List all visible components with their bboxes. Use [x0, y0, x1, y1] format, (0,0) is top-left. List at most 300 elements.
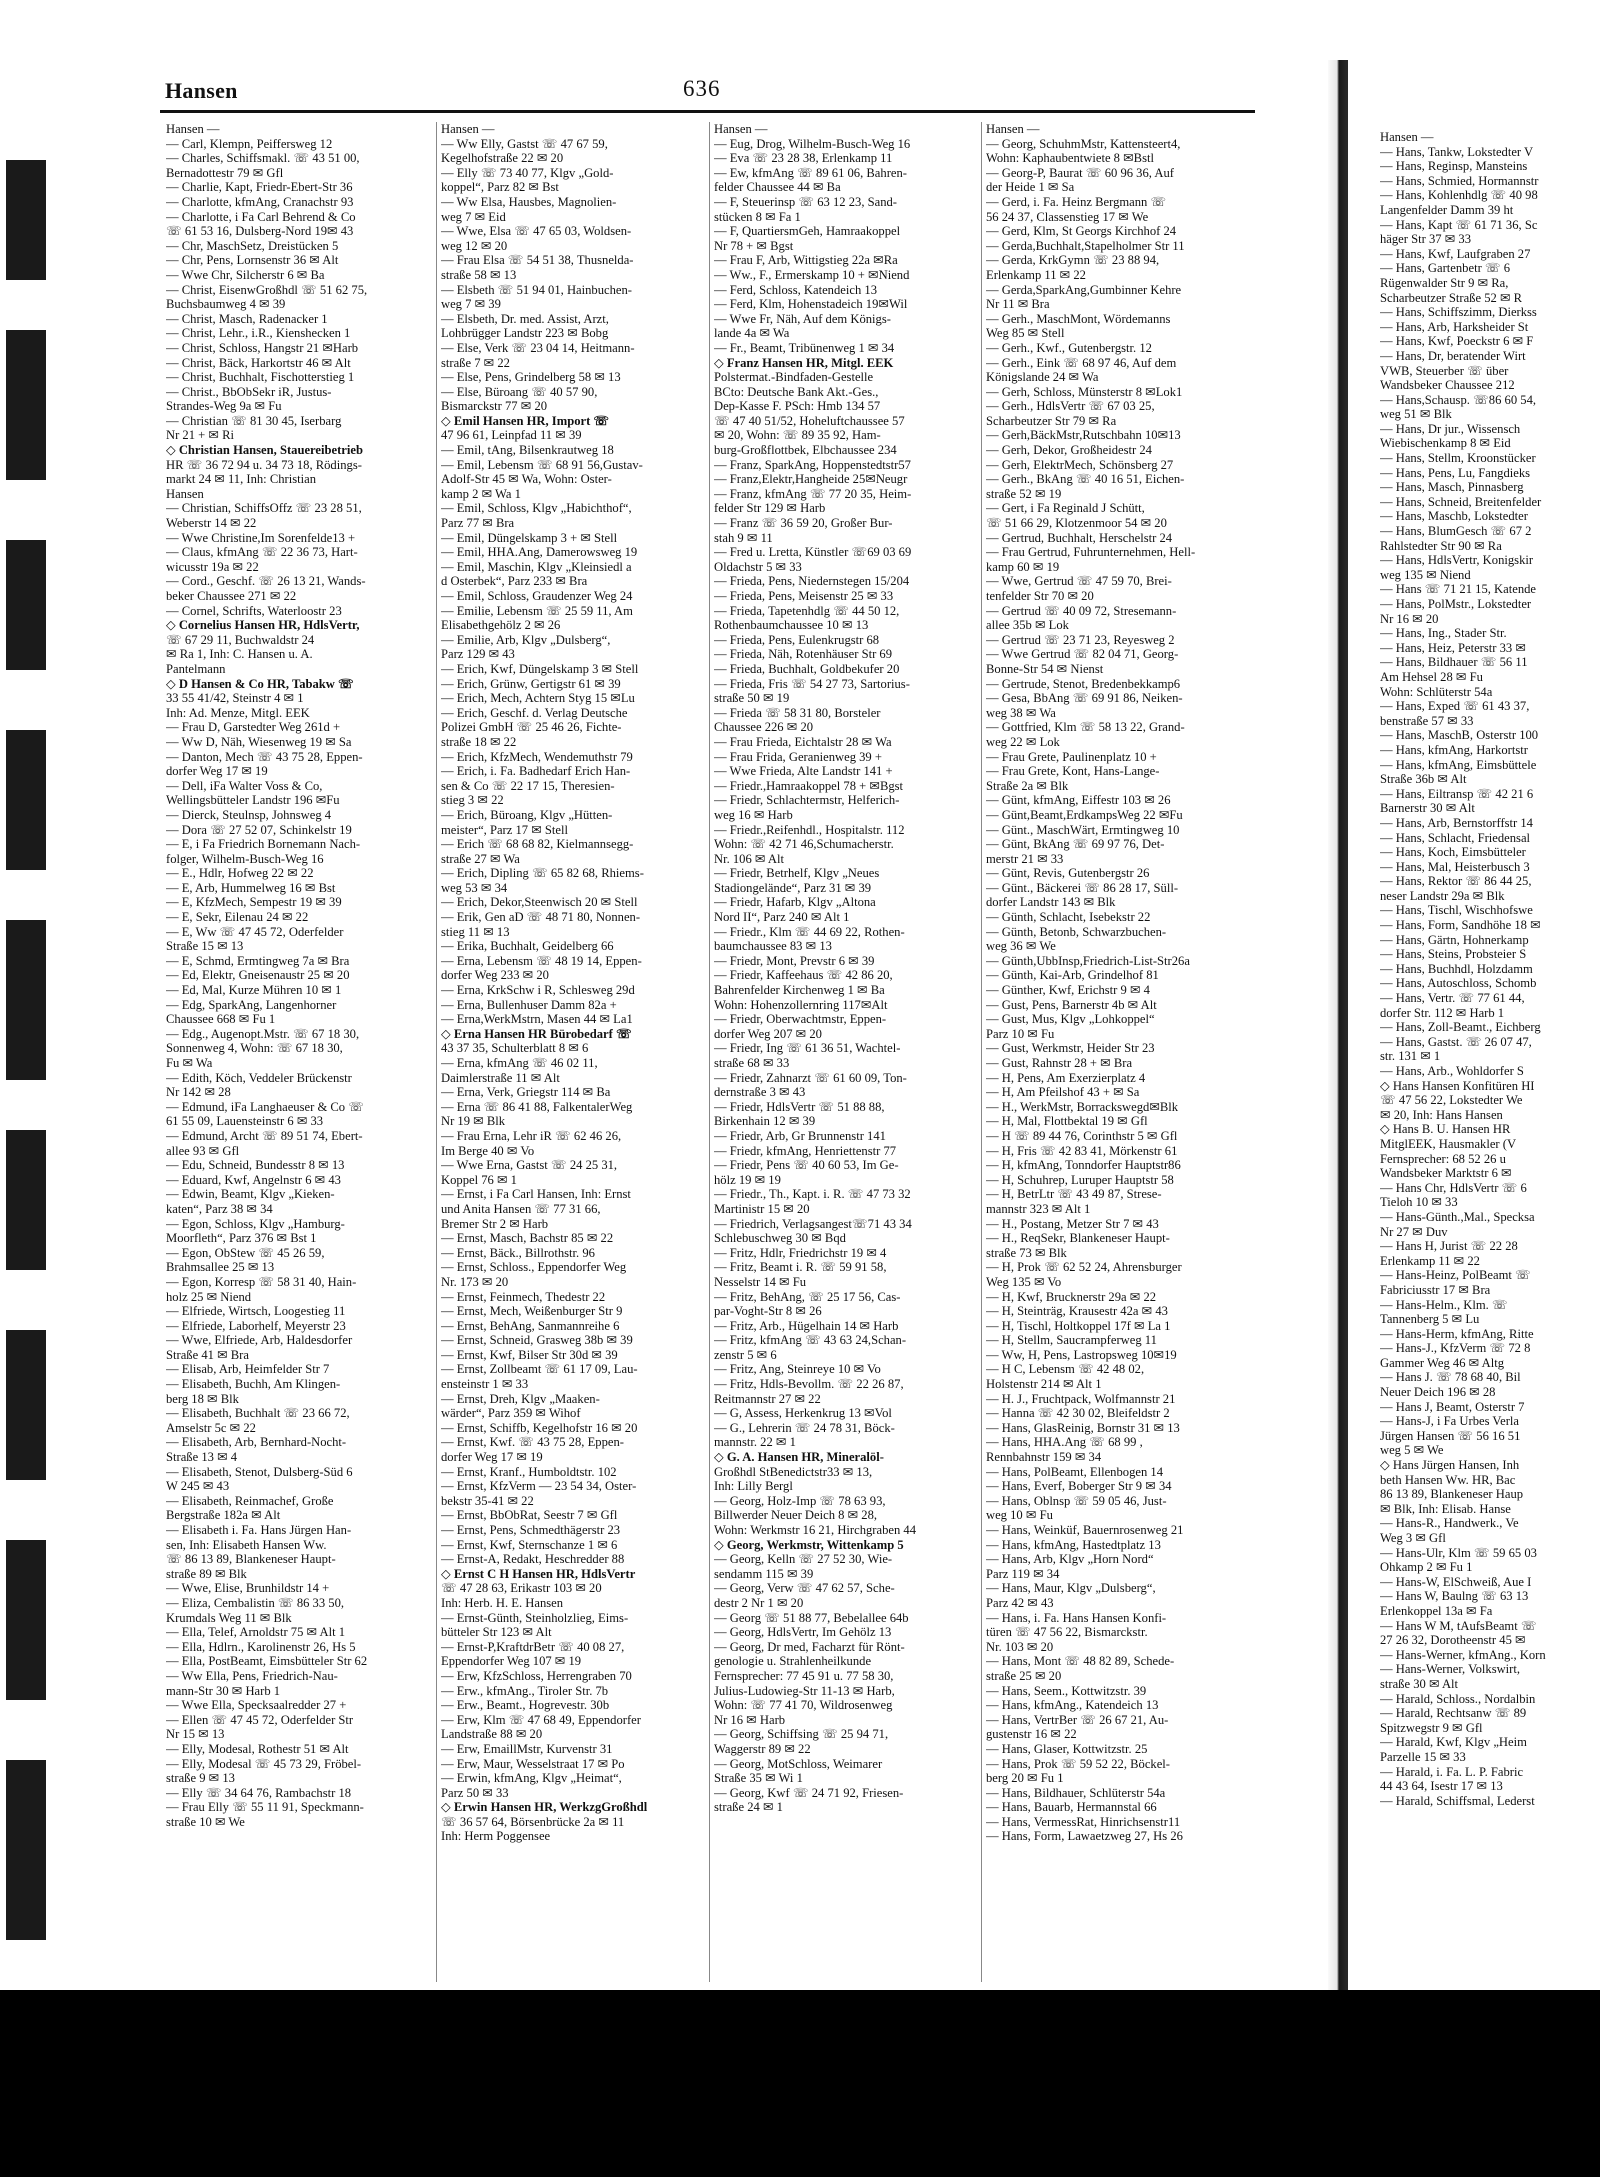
directory-entry-line: — Georg, Verw ☏ 47 62 57, Sche-	[714, 1581, 895, 1596]
directory-entry-line: straße 25 ✉ 20	[986, 1668, 1062, 1683]
directory-entry-line: Neuer Deich 196 ✉ 28	[1380, 1385, 1496, 1400]
directory-entry-line: Weberstr 14 ✉ 22	[166, 516, 257, 531]
directory-entry-line: — Gertrud, Buchhalt, Herschelstr 24	[986, 530, 1173, 545]
directory-entry-line: dorfer Weg 17 ✉ 19	[166, 764, 268, 779]
directory-entry-line: — Friedr, Ing ☏ 61 36 51, Wachtel-	[714, 1041, 901, 1056]
directory-entry-line: — Ww Elly, Gastst ☏ 47 67 59,	[441, 136, 608, 151]
directory-entry-line: — Georg, Kelln ☏ 27 52 30, Wie-	[714, 1552, 893, 1567]
directory-entry-line: — Wwe, Gertrud ☏ 47 59 70, Brei-	[986, 574, 1172, 589]
directory-entry-line: — Hans, Steins, Probsteier S	[1380, 947, 1527, 962]
directory-entry-line: weg 7 ✉ Eid	[441, 209, 506, 224]
directory-entry-line: Nr 21 + ✉ Ri	[166, 428, 235, 443]
directory-entry-line: ☏ 61 53 16, Dulsberg-Nord 19✉ 43	[166, 224, 354, 239]
directory-entry-line: — Elly ☏ 73 40 77, Klgv „Gold-	[441, 165, 614, 180]
directory-entry-line: Oldachstr 5 ✉ 33	[714, 559, 802, 574]
directory-entry-line: — Danton, Mech ☏ 43 75 28, Eppen-	[166, 749, 363, 764]
directory-entry-line: — Hans W M, tAufsBeamt ☏	[1380, 1618, 1537, 1633]
directory-entry-line: Landstraße 88 ✉ 20	[441, 1727, 543, 1742]
directory-entry-line: — Ww., F., Ermerskamp 10 + ✉Niend	[714, 267, 910, 282]
column-heading: Hansen —	[166, 122, 220, 136]
directory-entry-line: — Hans-Werner, kfmAng., Korn	[1380, 1647, 1546, 1662]
directory-entry-line: Parz 10 ✉ Fu	[986, 1026, 1055, 1041]
directory-entry-line: sen & Co ☏ 22 17 15, Theresien-	[441, 778, 615, 793]
directory-entry-line: — Ernst, Kwf, Bilser Str 30d ✉ 39	[441, 1347, 618, 1362]
directory-entry-line: — Frau D, Garstedter Weg 261d +	[166, 720, 341, 735]
directory-entry-line: — Wwe Chr, Silcherstr 6 ✉ Ba	[166, 267, 325, 282]
directory-entry-line: Nr 16 ✉ Harb	[714, 1712, 786, 1727]
directory-entry-line: — Harald, Rechtsanw ☏ 89	[1380, 1706, 1527, 1721]
directory-entry-line: Reitmannstr 27 ✉ 22	[714, 1391, 821, 1406]
directory-entry-line: — Frau F, Arb, Wittigstieg 22a ✉Ra	[714, 253, 898, 268]
directory-entry-line: Adolf-Str 45 ✉ Wa, Wohn: Oster-	[441, 472, 612, 487]
directory-entry-line: — Gerh,BäckMstr,Rutschbahn 10✉13	[986, 428, 1181, 443]
directory-entry-line: — Ew, kfmAng ☏ 89 61 06, Bahren-	[714, 165, 907, 180]
directory-entry-line: türen ☏ 47 56 22, Bismarckstr.	[986, 1625, 1148, 1640]
directory-entry-line: bekstr 35-41 ✉ 22	[441, 1493, 534, 1508]
directory-entry-line: berg 20 ✉ Fu 1	[986, 1771, 1064, 1786]
directory-entry-line: Nr. 103 ✉ 20	[986, 1639, 1054, 1654]
directory-entry-line: Bernadottestr 79 ✉ Gfl	[166, 165, 284, 180]
directory-entry-line: — Frieda, Näh, Rotenhäuser Str 69	[714, 647, 893, 662]
directory-entry-line: folger, Wilhelm-Busch-Weg 16	[166, 851, 324, 866]
book-gutter	[1328, 60, 1348, 2000]
directory-entry-line: Strandes-Weg 9a ✉ Fu	[166, 399, 282, 414]
directory-entry-line: felder Str 129 ✉ Harb	[714, 501, 826, 516]
directory-entry-line: — Fritz, kfmAng ☏ 43 63 24,Schan-	[714, 1333, 907, 1348]
directory-entry-line: — Ernst, KfzVerm — 23 54 34, Oster-	[441, 1479, 637, 1494]
directory-entry-line: Straße 13 ✉ 4	[166, 1450, 238, 1465]
directory-entry-line: — Hans, Maschb, Lokstedter	[1380, 509, 1528, 524]
directory-entry-line: — Ernst, Kranf., Humboldtstr. 102	[441, 1464, 617, 1479]
directory-entry-line: — E, Arb, Hummelweg 16 ✉ Bst	[166, 880, 336, 895]
directory-entry-line: — Georg, Holz-Imp ☏ 78 63 93,	[714, 1493, 886, 1508]
directory-entry-line: — Ernst, Mech, Weißenburger Str 9	[441, 1304, 623, 1319]
directory-entry-line: — Hanna ☏ 42 30 02, Bleifeldstr 2	[986, 1406, 1170, 1421]
directory-entry-line: — Hans ☏ 71 21 15, Katende	[1380, 582, 1537, 597]
directory-entry-line: — Hans, Kwf, Laufgraben 27	[1380, 246, 1531, 261]
directory-entry-line: genologie u. Strahlenheilkunde	[714, 1654, 872, 1669]
directory-entry-line: — Hans, Bildhauer ☏ 56 11	[1380, 655, 1528, 670]
directory-entry-line: — Ww D, Näh, Wiesenweg 19 ✉ Sa	[166, 734, 352, 749]
directory-entry-line: — Frieda ☏ 58 31 80, Borsteler	[714, 705, 881, 720]
directory-entry-line: 86 13 89, Blankeneser Haup	[1380, 1487, 1524, 1502]
directory-entry-line: — Emil, HHA.Ang, Damerowsweg 19	[441, 545, 638, 560]
directory-entry-line: — Hans, kfmAng, Hastedtplatz 13	[986, 1537, 1161, 1552]
directory-entry-line: Nr. 106 ✉ Alt	[714, 851, 785, 866]
running-head: Hansen	[165, 78, 238, 103]
film-mark	[6, 1130, 46, 1270]
directory-entry-line: Jürgen Hansen ☏ 56 16 51	[1380, 1428, 1521, 1443]
directory-entry-line: holz 25 ✉ Niend	[166, 1289, 252, 1304]
directory-entry-line: — Frau Elly ☏ 55 11 91, Speckmann-	[166, 1800, 364, 1815]
directory-entry-line: gustenstr 16 ✉ 22	[986, 1727, 1077, 1742]
directory-entry-line: — Günt, kfmAng, Eiffestr 103 ✉ 26	[986, 793, 1171, 808]
directory-entry-line: Julius-Ludowieg-Str 11-13 ✉ Harb,	[714, 1683, 895, 1698]
directory-entry-line: — Hans, PolMstr., Lokstedter	[1380, 597, 1532, 611]
directory-entry-line: — Hans-R., Handwerk., Ve	[1380, 1516, 1519, 1531]
directory-entry-line: Amselstr 5c ✉ 22	[166, 1420, 256, 1435]
directory-entry-line: ✉ Blk, Inh: Elisab. Hanse	[1380, 1501, 1511, 1516]
directory-entry-line: — Hans-Günth.,Mal., Specksa	[1380, 1209, 1535, 1224]
directory-entry-line: — Erich, i. Fa. Badhedarf Erich Han-	[441, 764, 631, 779]
directory-entry-line: Straße 41 ✉ Bra	[166, 1347, 249, 1362]
directory-entry-line: — Elsbeth ☏ 51 94 01, Hainbuchen-	[441, 282, 632, 297]
directory-entry-line: — Ww Elsa, Hausbes, Magnolien-	[441, 194, 617, 209]
directory-entry-line: straße 50 ✉ 19	[714, 691, 790, 706]
directory-entry-line: — Georg, Schiffsing ☏ 25 94 71,	[714, 1727, 889, 1742]
directory-entry-line: — Franz,Elektr,Hangheide 25✉Neugr	[714, 472, 908, 487]
directory-entry-line: — Emil, tAng, Bilsenkrautweg 18	[441, 443, 614, 458]
directory-entry-line: burg-Großflottbek, Elbchaussee 234	[714, 443, 897, 458]
directory-entry-line: — Hans, Bildhauer, Schlüterstr 54a	[986, 1785, 1166, 1800]
directory-entry-line: — Friedr, Oberwachtmstr, Eppen-	[714, 1012, 887, 1027]
directory-entry-line: Wandsbeker Chaussee 212	[1380, 378, 1515, 393]
directory-entry-line: — Hans, VertrBer ☏ 26 67 21, Au-	[986, 1712, 1169, 1727]
directory-entry-line: Straße 35 ✉ Wi 1	[714, 1771, 803, 1786]
directory-entry-line: — Hans, Autoschloss, Schomb	[1380, 976, 1537, 991]
directory-entry-line: ✉ 20, Inh: Hans Hansen	[1380, 1107, 1503, 1122]
directory-entry-line: — Wwe Christine,Im Sorenfelde13 +	[166, 530, 356, 545]
directory-entry-line: — Hans H, Jurist ☏ 22 28	[1380, 1239, 1518, 1254]
directory-entry-line: Bahrenfelder Kirchenweg 1 ✉ Ba	[714, 983, 885, 998]
directory-entry-line: — Gust, Mus, Klgv „Lohkoppel“	[986, 1012, 1155, 1027]
directory-entry-line: wicusstr 19a ✉ 22	[166, 559, 259, 574]
directory-entry-line: — Erna, KrkSchw i R, Schlesweg 29d	[441, 983, 635, 998]
directory-entry-line: weg 53 ✉ 34	[441, 880, 508, 895]
directory-entry-line: — Ww, H, Pens, Lastropsweg 10✉19	[986, 1347, 1177, 1362]
directory-entry-line: Brahmsallee 25 ✉ 13	[166, 1260, 275, 1275]
directory-entry-line: — Elisabeth, Buchhalt ☏ 23 66 72,	[166, 1406, 350, 1421]
directory-entry-line: — Ernst, BehAng, Sanmannreihe 6	[441, 1318, 620, 1333]
directory-entry-line: — Ernst, Kwf, Sternschanze 1 ✉ 6	[441, 1537, 618, 1552]
directory-entry-line: — Wwe, Elsa ☏ 47 65 03, Woldsen-	[441, 224, 632, 239]
directory-entry-line: MitglEEK, Hausmakler (V	[1380, 1136, 1517, 1151]
directory-entry-line: — Günther, Kwf, Erichstr 9 ✉ 4	[986, 983, 1150, 998]
directory-entry-line: Waggerstr 89 ✉ 22	[714, 1741, 811, 1756]
directory-entry-line: — Hans, Tischl, Wischhofswe	[1380, 903, 1533, 918]
directory-entry-line: — H, Am Pfeilshof 43 + ✉ Sa	[986, 1085, 1140, 1100]
directory-entry-line: stah 9 ✉ 11	[714, 530, 773, 545]
directory-entry-line: straße 52 ✉ 19	[986, 486, 1062, 501]
directory-entry-line: Wiebischenkamp 8 ✉ Eid	[1380, 436, 1511, 451]
directory-entry-line: Langenfelder Damm 39 ht	[1380, 202, 1514, 217]
directory-entry-line: — H., ReqSekr, Blankeneser Haupt-	[986, 1231, 1170, 1246]
directory-entry-line: BCto: Deutsche Bank Akt.-Ges.,	[714, 384, 879, 399]
directory-entry-line: — Cornel, Schrifts, Waterloostr 23	[166, 603, 342, 618]
directory-entry-line: — Fritz, Ang, Steinreye 10 ✉ Vo	[714, 1362, 881, 1377]
directory-entry-line: — Hans, HdlsVertr, Konigskir	[1380, 553, 1534, 568]
directory-entry-line: — H, Mal, Flottbektal 19 ✉ Gfl	[986, 1114, 1148, 1129]
directory-entry-line: — Charlotte, kfmAng, Cranachstr 93	[166, 194, 354, 209]
directory-entry-line: — Gust, Werkmstr, Heider Str 23	[986, 1041, 1155, 1056]
directory-entry-line: — Harald, Schiffsmal, Lederst	[1380, 1793, 1535, 1808]
directory-entry-line: dorfer Weg 17 ✉ 19	[441, 1450, 543, 1465]
directory-entry-line: bütteler Str 123 ✉ Alt	[441, 1625, 552, 1640]
directory-entry-line: Tannenberg 5 ✉ Lu	[1380, 1312, 1480, 1327]
directory-entry-line: — Günth,UbbInsp,Friedrich-List-Str26a	[986, 953, 1190, 968]
directory-entry-line: — Hans, Form, Sandhöhe 18 ✉	[1380, 918, 1541, 933]
directory-entry-line: Fu ✉ Wa	[166, 1056, 213, 1070]
directory-entry-line: straße 10 ✉ We	[166, 1814, 245, 1829]
directory-entry-line: weg 7 ✉ 39	[441, 297, 501, 312]
directory-entry-line: — Gust, Pens, Barnerstr 4b ✉ Alt	[986, 997, 1157, 1012]
directory-entry-line: — Hans, Exped ☏ 61 43 37,	[1380, 699, 1530, 714]
directory-entry-line: Nesselstr 14 ✉ Fu	[714, 1274, 807, 1289]
directory-entry-line: straße 68 ✉ 33	[714, 1056, 790, 1070]
directory-entry-line: — Friedr, Mont, Prevstr 6 ✉ 39	[714, 953, 875, 968]
directory-entry-line: markt 24 ✉ 11, Inh: Christian	[166, 472, 316, 487]
directory-entry-line: ◇ D Hansen & Co HR, Tabakw ☏	[166, 676, 354, 691]
directory-entry-line: — Günth, Betonb, Schwarzbuchen-	[986, 924, 1167, 939]
directory-entry-line: — Erw., Beamt., Hogrevestr. 30b	[441, 1698, 610, 1713]
directory-entry-line: Chaussee 226 ✉ 20	[714, 720, 814, 735]
film-mark	[6, 730, 46, 870]
directory-entry-line: — Hans, Vertr. ☏ 77 61 44,	[1380, 991, 1525, 1006]
film-mark	[6, 1330, 46, 1480]
directory-entry-line: hölz 19 ✉ 19	[714, 1172, 781, 1187]
directory-entry-line: Wohn: Schlüterstr 54a	[1380, 684, 1493, 699]
directory-entry-line: — Eliza, Cembalistin ☏ 86 33 50,	[166, 1595, 345, 1610]
directory-entry-line: — Edmund, iFa Langhaeuser & Co ☏	[166, 1099, 364, 1114]
directory-entry-line: — H ☏ 89 44 76, Corinthstr 5 ✉ Gfl	[986, 1128, 1178, 1143]
directory-entry-line: — Hans-Heinz, PolBeamt ☏	[1380, 1268, 1531, 1283]
directory-entry-line: — H, Steinträg, Krausestr 42a ✉ 43	[986, 1304, 1168, 1319]
directory-entry-line: — Hans, Heiz, Peterstr 33 ✉	[1380, 640, 1526, 655]
directory-entry-line: ◇ Erwin Hansen HR, WerkzgGroßhdl	[441, 1800, 648, 1815]
directory-entry-line: — Hans, Maur, Klgv „Dulsberg“,	[986, 1581, 1156, 1596]
directory-entry-line: mann-Str 30 ✉ Harb 1	[166, 1683, 281, 1698]
directory-entry-line: ☏ 47 28 63, Erikastr 103 ✉ 20	[441, 1581, 602, 1596]
directory-entry-line: — Wwe, Elise, Brunhildstr 14 +	[166, 1581, 330, 1596]
directory-entry-line: — Hans, BlumGesch ☏ 67 2	[1380, 524, 1532, 539]
directory-entry-line: — Erwin, kfmAng, Klgv „Heimat“,	[441, 1771, 622, 1786]
directory-entry-line: ☏ 47 56 22, Lokstedter We	[1380, 1093, 1523, 1108]
directory-entry-line: kamp 2 ✉ Wa 1	[441, 486, 521, 501]
directory-entry-line: Inh: Herb. H. E. Hansen	[441, 1595, 564, 1610]
directory-entry-line: — Christian, SchiffsOffz ☏ 23 28 51,	[166, 501, 362, 516]
directory-entry-line: Nr 78 + ✉ Bgst	[714, 238, 794, 253]
directory-entry-line: VWB, Steuerber ☏ über	[1380, 363, 1509, 378]
directory-entry-line: — Wwe Fr, Näh, Auf dem Königs-	[714, 311, 891, 326]
directory-entry-line: Hansen	[166, 486, 204, 501]
directory-entry-line: Krumdals Weg 11 ✉ Blk	[166, 1610, 292, 1625]
directory-entry-line: — F, Steuerinsp ☏ 63 12 23, Sand-	[714, 194, 898, 209]
directory-entry-line: — Georg, Dr med, Facharzt für Rönt-	[714, 1639, 905, 1654]
directory-entry-line: beker Chaussee 271 ✉ 22	[166, 589, 297, 603]
directory-entry-line: — Hans, Gärtn, Hohnerkamp	[1380, 932, 1529, 947]
directory-entry-line: — Frieda, Buchhalt, Goldbekufer 20	[714, 661, 900, 676]
directory-entry-line: — H., Postang, Metzer Str 7 ✉ 43	[986, 1216, 1159, 1231]
directory-entry-line: — Ella, Telef, Arnoldstr 75 ✉ Alt 1	[166, 1625, 346, 1640]
directory-entry-line: Buchsbaumweg 4 ✉ 39	[166, 297, 286, 312]
directory-column-2	[441, 122, 711, 1844]
directory-entry-line: Fernsprecher: 68 52 26 u	[1380, 1151, 1506, 1166]
directory-entry-line: — Egon, ObStew ☏ 45 26 59,	[166, 1245, 325, 1260]
directory-entry-line: Parz 77 ✉ Bra	[441, 516, 515, 531]
directory-entry-line: — Charles, Schiffsmakl. ☏ 43 51 00,	[166, 151, 360, 166]
directory-entry-line: — Ernst-A, Redakt, Heschredder 88	[441, 1552, 625, 1567]
directory-entry-line: — Hans W, Baulng ☏ 63 13	[1380, 1589, 1529, 1604]
directory-entry-line: Lohbrügger Landstr 223 ✉ Bobg	[441, 326, 609, 341]
directory-entry-line: — Friedr, Schlachtermstr, Helferich-	[714, 793, 900, 808]
directory-entry-line: — Chr, MaschSetz, Dreistücken 5	[166, 238, 339, 253]
directory-entry-line: — Ernst, Bäck., Billrothstr. 96	[441, 1245, 595, 1260]
directory-entry-line: Im Berge 40 ✉ Vo	[441, 1143, 535, 1158]
directory-entry-line: — Hans, Form, Lawaetzweg 27, Hs 26	[986, 1829, 1183, 1844]
directory-entry-line: par-Voght-Str 8 ✉ 26	[714, 1304, 822, 1319]
directory-entry-line: ✉ Ra 1, Inh: C. Hansen u. A.	[166, 647, 313, 662]
directory-entry-line: ◇ Christian Hansen, Stauereibetrieb	[166, 443, 363, 458]
directory-entry-line: ☏ 51 66 29, Klotzenmoor 54 ✉ 20	[986, 516, 1167, 531]
column-heading: Hansen —	[986, 122, 1040, 136]
directory-entry-line: — Hans-Herm, kfmAng, Ritte	[1380, 1326, 1534, 1341]
directory-entry-line: — Christ, Buchhalt, Fischotterstieg 1	[166, 370, 355, 385]
directory-entry-line: Erlenkoppel 13a ✉ Fa	[1380, 1603, 1493, 1618]
directory-entry-line: — Gert, i Fa Reginald J Schütt,	[986, 501, 1145, 516]
directory-entry-line: mannstr. 22 ✉ 1	[714, 1435, 796, 1450]
directory-entry-line: Rügenwalder Str 9 ✉ Ra,	[1380, 275, 1509, 290]
directory-entry-line: Nr 15 ✉ 13	[166, 1727, 225, 1742]
directory-entry-line: dorfer Landstr 143 ✉ Blk	[986, 895, 1116, 910]
directory-entry-line: straße 27 ✉ Wa	[441, 851, 520, 866]
directory-entry-line: — H, Tischl, Holtkoppel 17f ✉ La 1	[986, 1318, 1171, 1333]
film-mark	[6, 330, 46, 480]
directory-entry-line: — Hans, GlasReinig, Bornstr 31 ✉ 13	[986, 1420, 1180, 1435]
directory-entry-line: — Frau Gertrud, Fuhrunternehmen, Hell-	[986, 545, 1196, 560]
directory-entry-line: — Dora ☏ 27 52 07, Schinkelstr 19	[166, 822, 352, 837]
directory-entry-line: — Ww Ella, Pens, Friedrich-Nau-	[166, 1668, 338, 1683]
directory-entry-line: — Ella, PostBeamt, Eimsbütteler Str 62	[166, 1654, 368, 1669]
directory-entry-line: — Gertrud ☏ 23 71 23, Reyesweg 2	[986, 632, 1175, 647]
directory-entry-line: — Hans, Gastst. ☏ 26 07 47,	[1380, 1034, 1532, 1049]
directory-entry-line: — Elisabeth, Stenot, Dulsberg-Süd 6	[166, 1464, 353, 1479]
directory-entry-line: dorfer Weg 207 ✉ 20	[714, 1026, 822, 1041]
directory-entry-line: — Emil, Lebensm ☏ 68 91 56,Gustav-	[441, 457, 643, 472]
directory-entry-line: str. 131 ✉ 1	[1380, 1049, 1441, 1064]
directory-entry-line: ◇ Cornelius Hansen HR, HdlsVertr,	[166, 618, 360, 633]
directory-entry-line: weg 5 ✉ We	[1380, 1443, 1444, 1458]
film-mark	[6, 1760, 46, 1940]
directory-entry-line: — Friedr, Pens ☏ 40 60 53, Im Ge-	[714, 1158, 899, 1173]
directory-entry-line: mannstr 323 ✉ Alt 1	[986, 1201, 1091, 1216]
directory-entry-line: Moorfleth“, Parz 376 ✉ Bst 1	[166, 1231, 317, 1246]
directory-entry-line: meister“, Parz 17 ✉ Stell	[441, 822, 569, 837]
directory-entry-line: straße 58 ✉ 13	[441, 267, 517, 282]
directory-entry-line: — H, BetrLtr ☏ 43 49 87, Strese-	[986, 1187, 1162, 1202]
directory-entry-line: Wandsbeker Marktstr 6 ✉	[1380, 1166, 1512, 1181]
directory-entry-line: straße 89 ✉ Blk	[166, 1566, 247, 1581]
directory-entry-line: — Hans Chr, HdlsVertr ☏ 6	[1380, 1180, 1527, 1195]
directory-entry-line: Straße 2a ✉ Blk	[986, 778, 1069, 793]
directory-entry-line: — Friedr, Kaffeehaus ☏ 42 86 20,	[714, 968, 893, 983]
directory-entry-line: — Elly, Modesal, Rothestr 51 ✉ Alt	[166, 1741, 349, 1756]
directory-entry-line: — Dierck, Steulnsp, Johnsweg 4	[166, 807, 332, 822]
directory-entry-line: — Gerda,SparkAng,Gumbinner Kehre	[986, 282, 1182, 297]
directory-entry-line: — Else, Büroang ☏ 40 57 90,	[441, 384, 598, 399]
directory-column-1	[166, 122, 436, 1829]
directory-entry-line: — Gerda,Buchhalt,Stapelholmer Str 11	[986, 238, 1185, 253]
directory-entry-line: — Hans, Weinküf, Bauernrosenweg 21	[986, 1523, 1184, 1537]
directory-entry-line: — Friedr, Betrhelf, Klgv „Neues	[714, 866, 880, 881]
directory-entry-line: Stadiongelände“, Parz 31 ✉ 39	[714, 880, 872, 895]
directory-entry-line: — Elisabeth i. Fa. Hans Jürgen Han-	[166, 1523, 352, 1537]
directory-entry-line: — Eva ☏ 23 28 38, Erlenkamp 11	[714, 151, 893, 166]
directory-entry-line: Wohn: ☏ 77 41 70, Wildrosenweg	[714, 1698, 893, 1713]
directory-entry-line: — Friedr., Th., Kapt. i. R. ☏ 47 73 32	[714, 1187, 911, 1202]
directory-entry-line: — Ernst, Schiffb, Kegelhofstr 16 ✉ 20	[441, 1420, 638, 1435]
directory-entry-line: — Frieda, Pens, Eulenkrugstr 68	[714, 632, 880, 647]
directory-entry-line: — Frieda, Tapetenhdlg ☏ 44 50 12,	[714, 603, 900, 618]
directory-entry-line: — Hans J, Beamt, Osterstr 7	[1380, 1399, 1525, 1414]
directory-entry-line: und Anita Hansen ☏ 77 31 66,	[441, 1201, 601, 1216]
directory-entry-line: 56 24 37, Classenstieg 17 ✉ We	[986, 209, 1149, 224]
directory-entry-line: — Günt,Beamt,ErdkampsWeg 22 ✉Fu	[986, 807, 1183, 822]
directory-entry-line: — Franz, kfmAng ☏ 77 20 35, Heim-	[714, 486, 912, 501]
directory-entry-line: — G., Lehrerin ☏ 24 78 31, Böck-	[714, 1420, 895, 1435]
directory-entry-line: — Ernst, Dreh, Klgv „Maaken-	[441, 1391, 600, 1406]
directory-entry-line: — Frau Grete, Paulinenplatz 10 +	[986, 749, 1157, 764]
directory-entry-line: — Gerh, Schloss, Münsterstr 8 ✉Lok1	[986, 384, 1183, 399]
directory-entry-line: — Hans-W, ElSchweiß, Aue I	[1380, 1574, 1532, 1589]
directory-entry-line: — H, Kwf, Brucknerstr 29a ✉ 22	[986, 1289, 1157, 1304]
directory-entry-line: — Edu, Schneid, Bundesstr 8 ✉ 13	[166, 1158, 345, 1173]
directory-entry-line: ◇ Franz Hansen HR, Mitgl. EEK	[714, 355, 894, 370]
directory-entry-line: — Friedr.,Hamraakoppel 78 + ✉Bgst	[714, 778, 904, 793]
directory-entry-line: weg 22 ✉ Lok	[986, 734, 1060, 749]
directory-entry-line: — Ernst-Günth, Steinholzlieg, Eims-	[441, 1610, 629, 1625]
directory-entry-line: — Friedr, Zahnarzt ☏ 61 60 09, Ton-	[714, 1070, 907, 1085]
directory-entry-line: zenstr 5 ✉ 6	[714, 1347, 777, 1362]
directory-entry-line: — Ernst, Zollbeamt ☏ 61 17 09, Lau-	[441, 1362, 638, 1377]
film-mark	[6, 920, 46, 1080]
directory-entry-line: — E, Sekr, Eilenau 24 ✉ 22	[166, 910, 309, 925]
directory-entry-line: — Gerd, Klm, St Georgs Kirchhof 24	[986, 224, 1177, 239]
directory-entry-line: dorfer Str. 112 ✉ Harb 1	[1380, 1005, 1505, 1020]
column-heading: Hansen —	[714, 122, 768, 136]
directory-entry-line: — Emil, Maschin, Klgv „Kleinsiedl a	[441, 559, 632, 574]
directory-entry-line: — Fritz, Hdlr, Friedrichstr 19 ✉ 4	[714, 1245, 887, 1260]
directory-entry-line: — Dell, iFa Walter Voss & Co,	[166, 778, 323, 793]
directory-entry-line: 43 37 35, Schulterblatt 8 ✉ 6	[441, 1041, 589, 1056]
directory-entry-line: — Emilie, Arb, Klgv „Dulsberg“,	[441, 632, 611, 647]
directory-entry-line: — H, Pens, Am Exerzierplatz 4	[986, 1070, 1146, 1085]
directory-entry-line: — H. J., Fruchtpack, Wolfmannstr 21	[986, 1391, 1176, 1406]
directory-entry-line: — Erna, kfmAng ☏ 46 02 11,	[441, 1056, 598, 1070]
directory-entry-line: ensteinstr 1 ✉ 33	[441, 1377, 529, 1392]
directory-entry-line: — Emilie, Lebensm ☏ 25 59 11, Am	[441, 603, 633, 618]
directory-entry-line: — Erna,WerkMstrn, Masen 44 ✉ La1	[441, 1012, 633, 1027]
directory-entry-line: — Hans, HHA.Ang ☏ 68 99 ,	[986, 1435, 1143, 1450]
directory-entry-line: stieg 3 ✉ 22	[441, 793, 504, 808]
directory-entry-line: — Elisabeth, Buchh, Am Klingen-	[166, 1377, 341, 1392]
directory-entry-line: W 245 ✉ 43	[166, 1479, 230, 1494]
directory-entry-line: weg 51 ✉ Blk	[1380, 407, 1452, 422]
directory-entry-line: Polstermat.-Bindfaden-Gestelle	[714, 370, 874, 385]
directory-entry-line: Königslande 24 ✉ Wa	[986, 370, 1099, 385]
directory-entry-line: katen“, Parz 38 ✉ 34	[166, 1201, 273, 1216]
directory-entry-line: — Friedr, Arb, Gr Brunnenstr 141	[714, 1128, 886, 1143]
scan-bottom-border	[0, 1990, 1600, 2177]
directory-entry-line: Nr. 173 ✉ 20	[441, 1274, 509, 1289]
directory-entry-line: — Hans, PolBeamt, Ellenbogen 14	[986, 1464, 1163, 1479]
directory-entry-line: — Elisab, Arb, Heimfelder Str 7	[166, 1362, 330, 1377]
directory-entry-line: — Ernst-P,KraftdrBetr ☏ 40 08 27,	[441, 1639, 625, 1654]
directory-entry-line: beth Hansen Ww. HR, Bac	[1380, 1472, 1516, 1487]
directory-entry-line: — Gertrud ☏ 40 09 72, Stresemann-	[986, 603, 1177, 618]
directory-entry-line: — Georg ☏ 51 88 77, Bebelallee 64b	[714, 1610, 909, 1625]
directory-entry-line: straße 30 ✉ Alt	[1380, 1676, 1459, 1691]
directory-entry-line: — Günt, Revis, Gutenbergstr 26	[986, 866, 1150, 881]
